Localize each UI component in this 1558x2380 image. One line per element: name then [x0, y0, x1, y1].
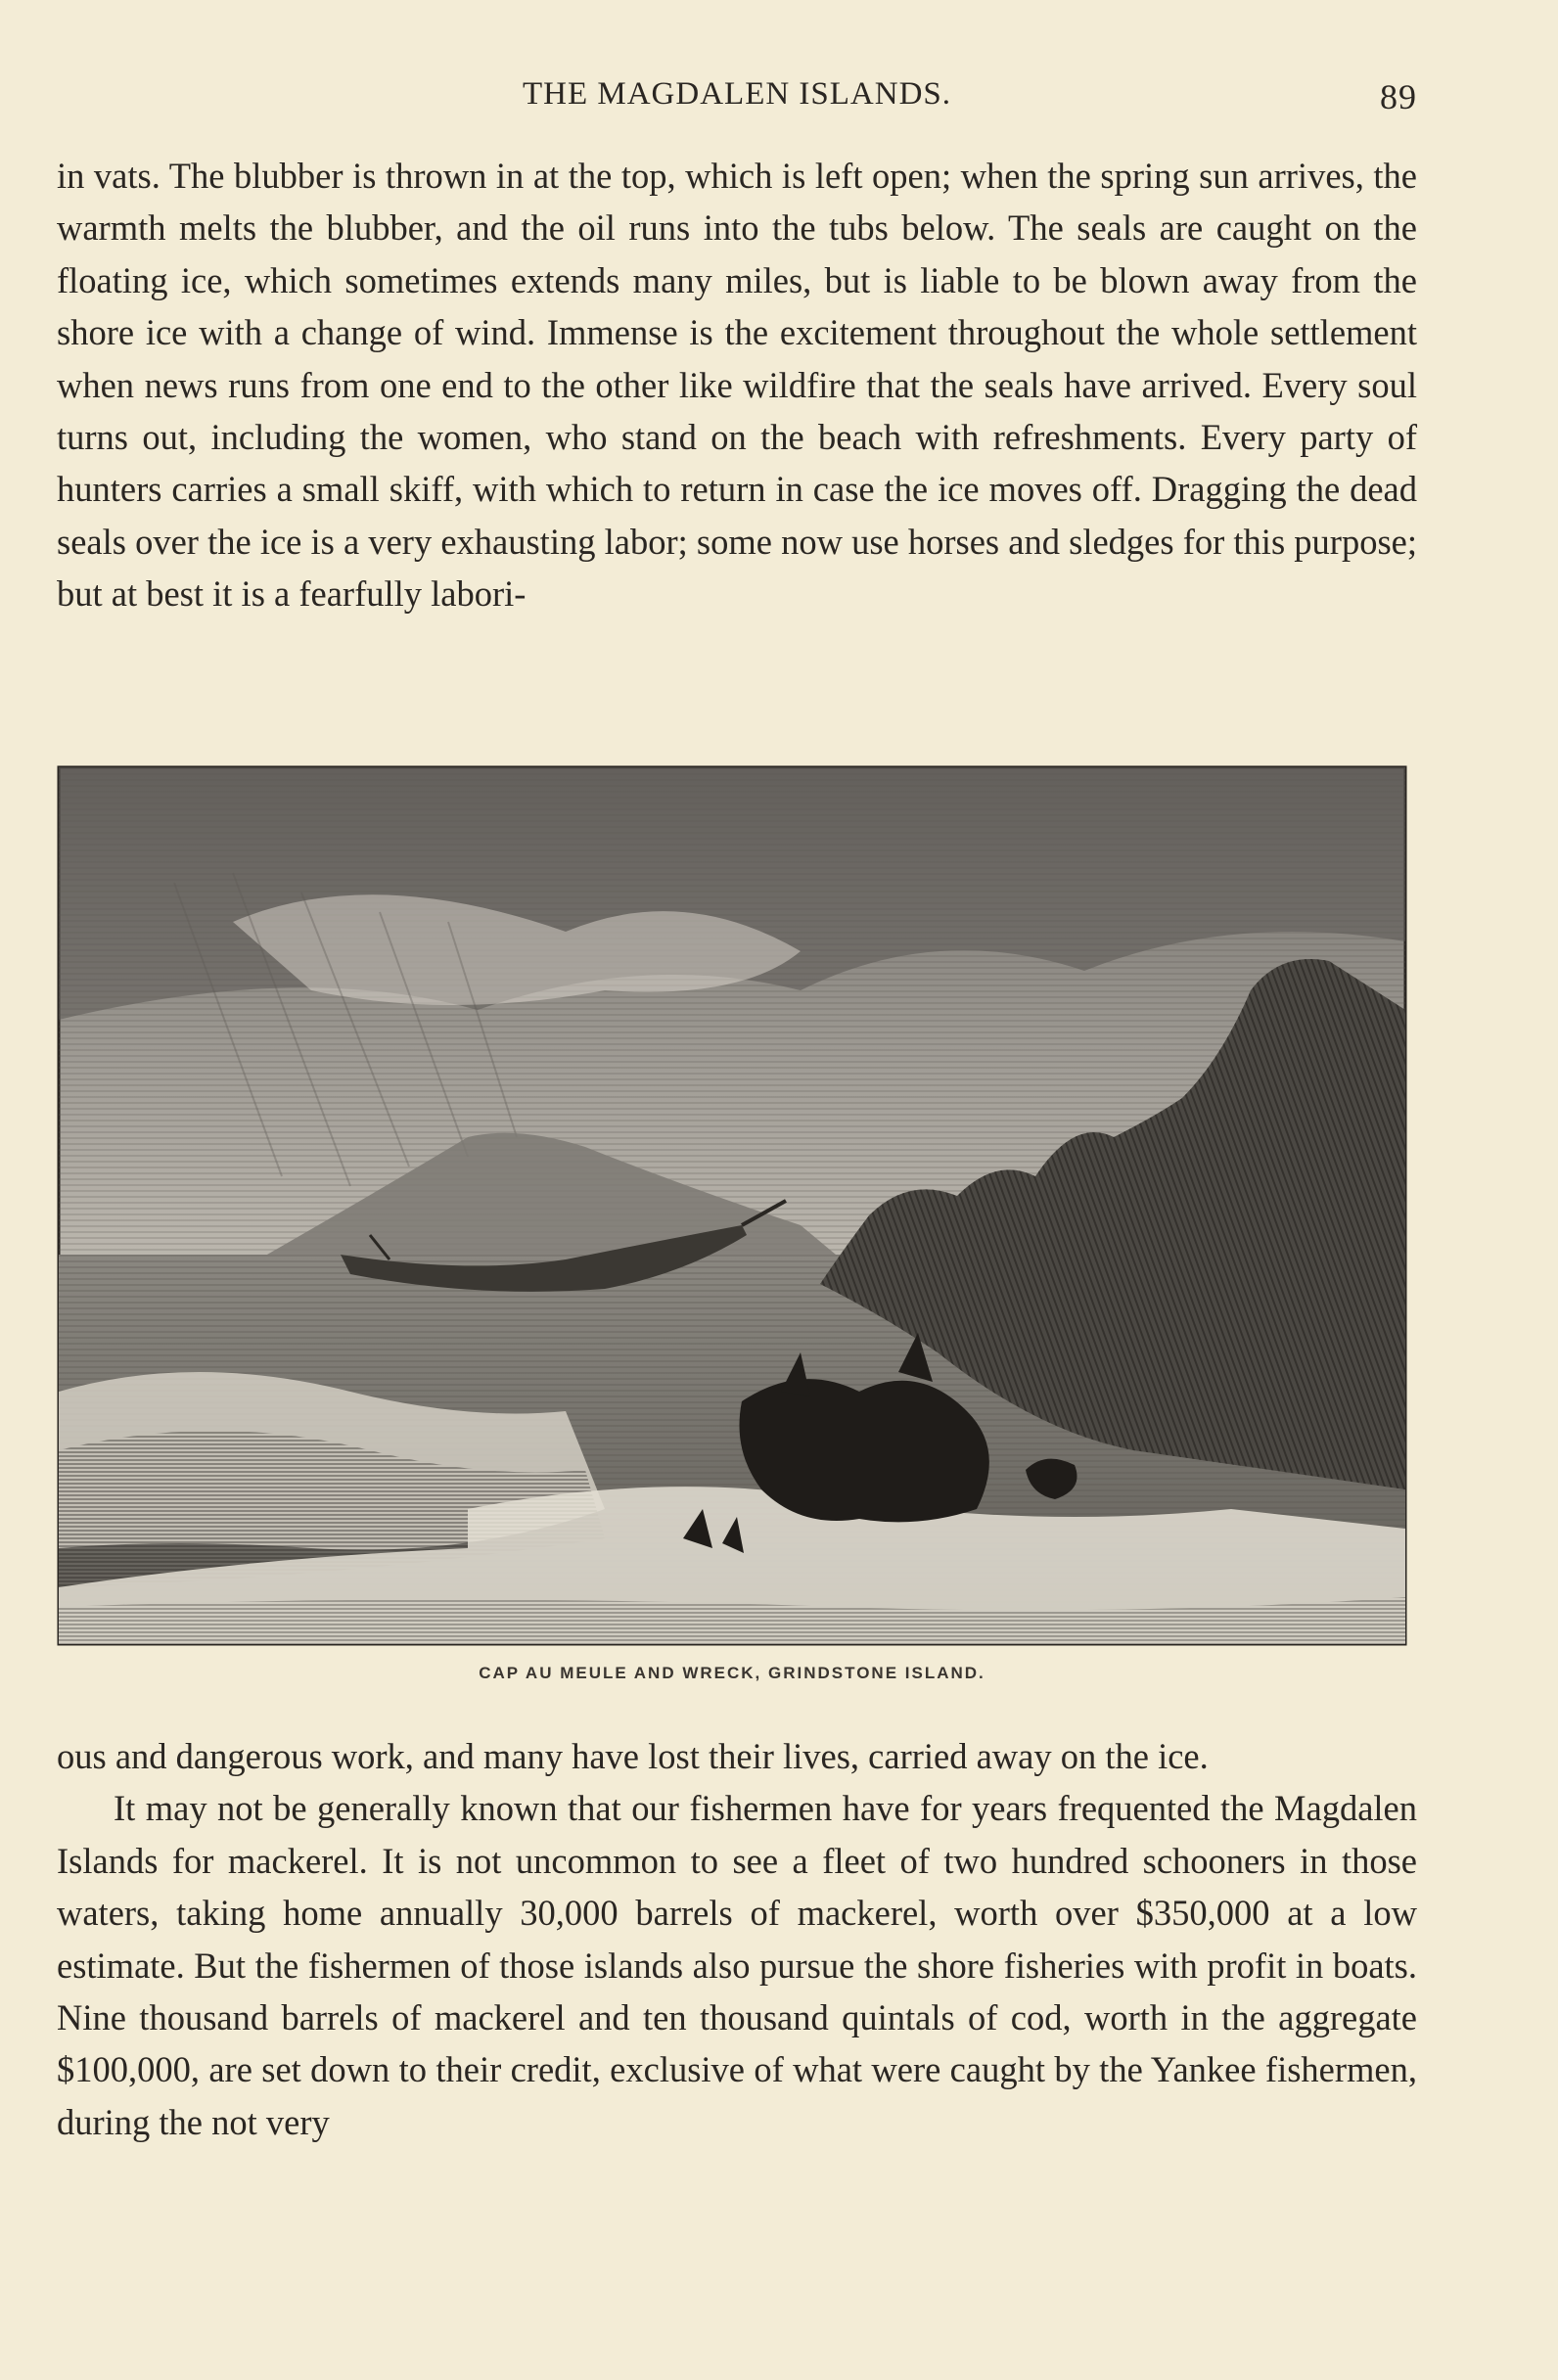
figure-caption: CAP AU MEULE AND WRECK, GRINDSTONE ISLAND.	[479, 1664, 985, 1682]
body-text-bottom	[57, 1730, 1417, 2148]
running-head	[57, 76, 1417, 125]
body-text-top	[57, 150, 1417, 620]
paragraph-continuation: ous and dangerous work, and many have lost their lives, carried away on the ice.	[57, 1736, 1209, 1776]
paragraph-top: in vats. The blubber is thrown in at the top, which is left open; when the spring sun arrives, the warmth melts the blubber, and the oil runs into the tubs below. The seals are caught on the floating ice, which sometimes extends many miles, but is liable to be blown away from the shore ice with a change of wind. Immense is the excitement throughout the whole settlement when news runs from one end to the other like wildfire that the seals have arrived. Every soul turns out, including the women, who stand on the beach with refreshments. Every party of hunters carries a small skiff, with which to return in case the ice moves off. Dragging the dead seals over the ice is a very exhausting labor; some now use horses and sledges for this purpose; but at best it is a fearfully labori-	[57, 156, 1417, 615]
page-number: 89	[1380, 77, 1417, 116]
engraving-illustration	[57, 765, 1407, 1646]
running-title: THE MAGDALEN ISLANDS.	[522, 76, 952, 112]
paragraph-next: It may not be generally known that our fishermen have for years frequented the Magdalen Islands for mackerel. It is not uncommon to see a fleet of two hundred schooners in those waters, taking home annually 30,000 barrels of mackerel, worth over $350,000 at a low estimate. But the fishermen of those islands also pursue the shore fisheries with profit in boats. Nine thousand barrels of mackerel and ten thousand quintals of cod, worth in the aggregate $100,000, are set down to their credit, exclusive of what were caught by the Yankee fishermen, during the not very	[57, 1788, 1417, 2142]
